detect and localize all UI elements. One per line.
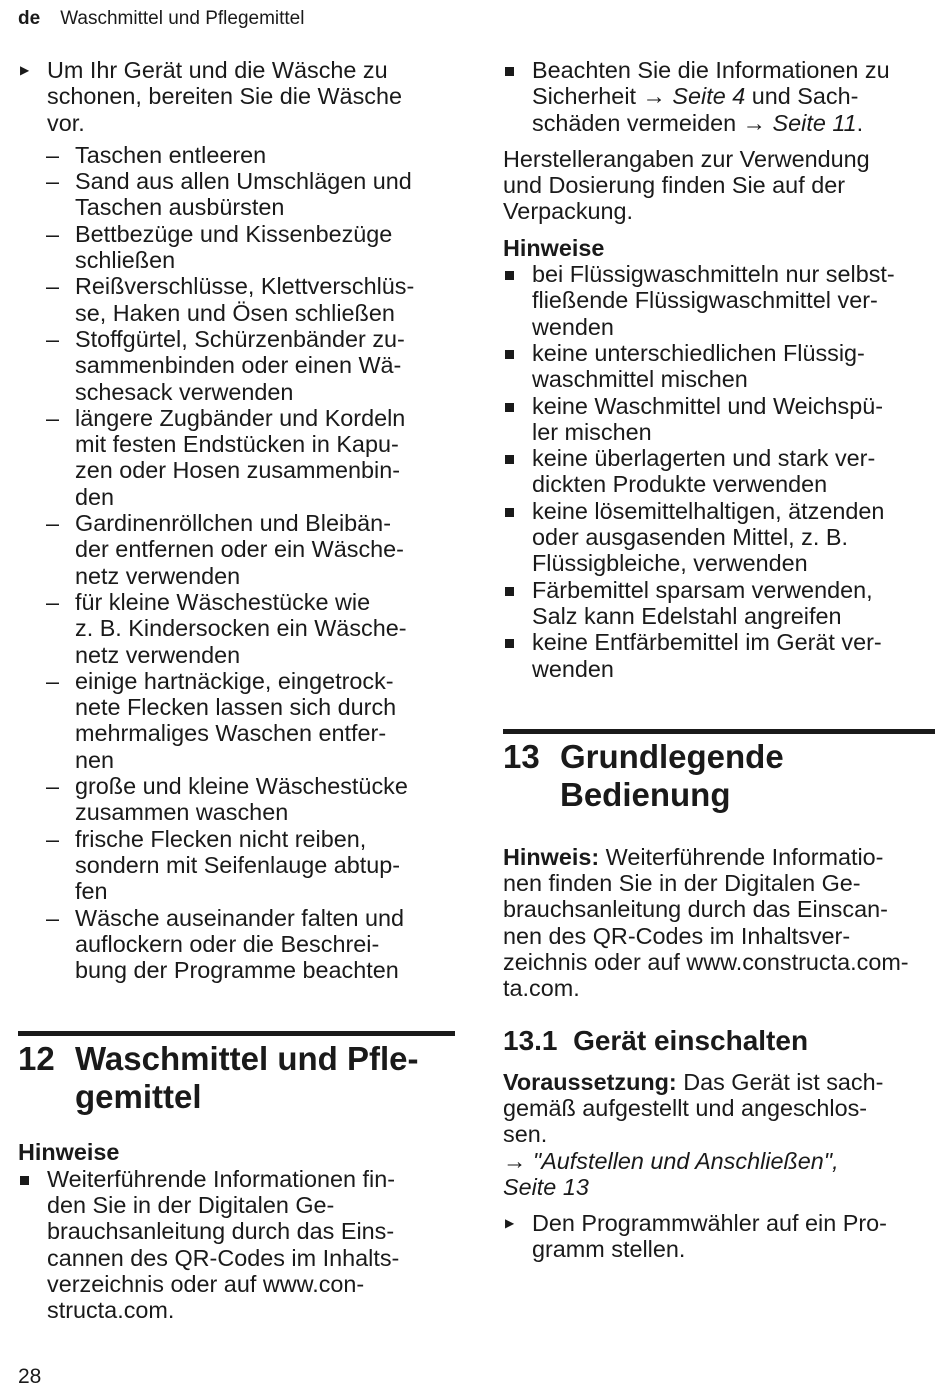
bullet-square-icon: [505, 639, 514, 648]
subsection-title: Gerät einschalten: [573, 1024, 809, 1056]
hinweise-label: Hinweise: [18, 1139, 120, 1166]
hinweis-label: Hinweis:: [503, 843, 600, 870]
list-item: Beachten Sie die Informationen zu Sicherheit → Seite 4 und Sach- schäden vermeiden → Seite 11.: [503, 57, 935, 136]
list-item: – Reißverschlüsse, Klettverschlüs- se, Haken und Ösen schließen: [46, 273, 415, 326]
page-header: [18, 8, 304, 30]
preparation-list: [18, 142, 455, 984]
page-number: 28: [18, 1365, 42, 1388]
arrow-right-icon: →: [642, 83, 666, 110]
dash-icon: –: [46, 667, 60, 694]
dash-icon: –: [46, 825, 60, 852]
voraussetzung-label: Voraussetzung:: [503, 1068, 677, 1095]
list-item: – längere Zugbänder und Kordeln mit festen Endstücken in Kapu- zen oder Hosen zusammenbin- den: [46, 404, 406, 510]
list-item: – Sand aus allen Umschlägen und Taschen ausbürsten: [46, 168, 412, 221]
bullet-square-icon: [505, 508, 514, 517]
dash-icon: –: [46, 904, 60, 931]
list-item: – große und kleine Wäschestücke zusammen waschen: [46, 773, 408, 826]
hinweis-paragraph: Hinweis: Weiterführende Informatio- nen finden Sie in der Digitalen Ge- brauchsanleitung durch das Einscan- nen des QR-Codes im Inhaltsver- zeichnis oder auf www.constructa.com- ta.com.: [503, 843, 909, 1002]
bullet-square-icon: [20, 1176, 29, 1185]
arrow-right-icon: →: [503, 1147, 527, 1174]
dash-icon: –: [46, 168, 60, 195]
dash-icon: –: [46, 773, 60, 800]
bullet-square-icon: [505, 67, 514, 76]
section-number: 13: [503, 737, 540, 775]
list-item: bei Flüssigwaschmitteln nur selbst- fließende Flüssigwaschmittel ver- wenden: [503, 261, 935, 340]
list-item: – Stoffgürtel, Schürzenbänder zu- sammenbinden oder einen Wä- schesack verwenden: [46, 325, 405, 405]
subsection-heading-13-1: [503, 1024, 935, 1057]
list-item: – Taschen entleeren: [46, 141, 267, 168]
voraussetzung-paragraph: Voraussetzung: Das Gerät ist sach- gemäß aufgestellt und angeschlos- sen. → "Aufstellen und Anschließen", Seite 13: [503, 1069, 935, 1200]
dash-icon: –: [46, 220, 60, 247]
bullet-square-icon: [505, 455, 514, 464]
language-code: de: [18, 8, 41, 29]
list-item: – einige hartnäckige, eingetrock- nete Flecken lassen sich durch mehrmaliges Waschen entfer- nen: [46, 667, 397, 773]
list-item: – Wäsche auseinander falten und auflockern oder die Beschrei- bung der Programme beachten: [46, 904, 404, 984]
bullet-square-icon: [505, 587, 514, 596]
paragraph: Herstellerangaben zur Verwendung und Dosierung finden Sie auf der Verpackung.: [503, 145, 870, 225]
section-number: 12: [18, 1040, 55, 1078]
arrow-right-icon: →: [742, 109, 767, 136]
dash-icon: –: [46, 588, 60, 615]
left-column: [18, 57, 455, 1323]
list-item: – Gardinenröllchen und Bleibän- der entfernen oder ein Wäsche- netz verwenden: [46, 510, 404, 589]
list-item: keine unterschiedlichen Flüssig- waschmittel mischen: [503, 340, 935, 393]
instruction-step: ▶ Um Ihr Gerät und die Wäsche zu schonen, bereiten Sie die Wäsche vor.: [20, 57, 402, 136]
list-item: keine Waschmittel und Weichspü- ler mischen: [503, 393, 935, 446]
list-item: – für kleine Wäschestücke wie z. B. Kindersocken ein Wäsche- netz verwenden: [46, 588, 407, 668]
instruction-step: ▶ Den Programmwähler auf ein Pro- gramm stellen.: [505, 1210, 887, 1263]
cross-reference: → "Aufstellen und Anschließen",: [503, 1147, 839, 1174]
dash-icon: –: [46, 325, 60, 352]
list-item: keine überlagerten und stark ver- dickten Produkte verwenden: [503, 445, 935, 498]
hinweise-list: [503, 261, 935, 682]
list-item: keine Entfärbemittel im Gerät ver- wenden: [503, 629, 935, 682]
page-reference: Seite 11: [766, 109, 857, 136]
dash-icon: –: [46, 510, 60, 537]
step-triangle-icon: ▶: [505, 1216, 515, 1231]
page-reference: Seite 4: [665, 83, 746, 110]
section-heading-12: 12 Waschmittel und Pfle- gemittel: [18, 1031, 455, 1116]
dash-icon: –: [46, 273, 60, 300]
list-item: Färbemittel sparsam verwenden, Salz kann Edelstahl angreifen: [503, 577, 935, 630]
list-item: – frische Flecken nicht reiben, sondern mit Seifenlauge abtup- fen: [46, 825, 401, 905]
bullet-square-icon: [505, 271, 514, 280]
bullet-square-icon: [505, 350, 514, 359]
dash-icon: –: [46, 141, 60, 168]
list-item: keine lösemittelhaltigen, ätzenden oder ausgasenden Mittel, z. B. Flüssigbleiche, verwenden: [503, 498, 935, 577]
list-item: – Bettbezüge und Kissenbezüge schließen: [46, 220, 393, 274]
section-heading-13: 13 Grundlegende Bedienung: [503, 729, 935, 814]
dash-icon: –: [46, 404, 60, 431]
header-title: Waschmittel und Pflegemittel: [60, 8, 305, 29]
bullet-square-icon: [505, 403, 514, 412]
hinweise-label: Hinweise: [503, 234, 605, 261]
step-triangle-icon: ▶: [20, 63, 30, 77]
subsection-number: 13.1: [503, 1024, 558, 1056]
right-column: [503, 57, 935, 1263]
list-item: Weiterführende Informationen fin- den Sie in der Digitalen Ge- brauchsanleitung durch das Eins- cannen des QR-Codes im Inhalts- verzeichnis oder auf www.con- structa.com.: [18, 1166, 455, 1324]
